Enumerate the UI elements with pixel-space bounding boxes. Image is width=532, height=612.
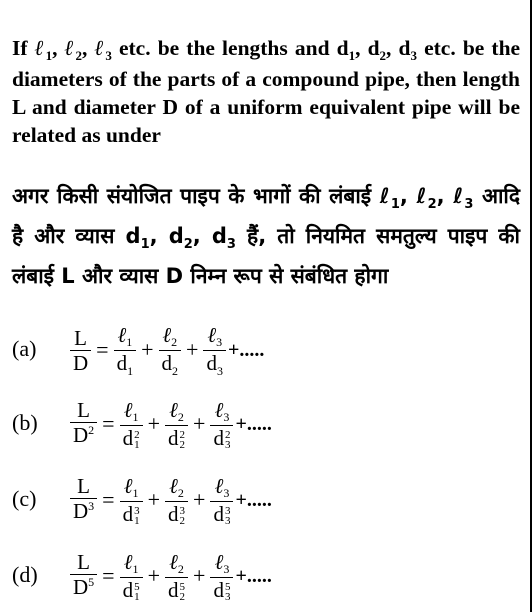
option-label: (c) <box>12 486 37 511</box>
option-a[interactable] <box>12 320 522 380</box>
question-text-english: If ℓ$_1$, ℓ$_2$, ℓ$_3$ etc. be the lengths and $d_1$, $d_2$, $d_3$ etc. be the diameters of the parts of a compound pipe, then length L and diameter D of a uniform equivalent pipe will be related as under <box>12 36 521 147</box>
fraction-denominator: d 3 1 <box>122 501 140 528</box>
fraction-denominator: d 5 1 <box>122 577 140 604</box>
fraction-numerator: ℓ1 <box>123 549 139 576</box>
equals-sign: = <box>102 563 115 588</box>
series-continuation: +..... <box>235 564 272 587</box>
fraction-numerator: ℓ2 <box>169 397 184 424</box>
fraction-denominator: d 2 3 <box>213 425 231 452</box>
fraction-numerator: L <box>74 325 87 350</box>
fraction <box>165 474 188 526</box>
fraction-denominator: $d_1$ <box>116 350 134 378</box>
series-continuation: +..... <box>227 338 265 361</box>
plus-sign: + <box>147 563 161 588</box>
fraction-numerator: ℓ3 <box>214 473 230 500</box>
plus-sign: + <box>147 411 161 436</box>
fraction <box>159 323 182 378</box>
fraction-denominator: d 5 2 <box>168 577 186 604</box>
fraction <box>165 398 188 450</box>
equals-sign: = <box>102 411 115 436</box>
fraction <box>70 326 91 375</box>
series-continuation: +..... <box>235 412 272 435</box>
plus-sign: + <box>141 337 154 362</box>
fraction-denominator: $d_3$ <box>206 350 223 378</box>
fraction-denominator: d 5 3 <box>213 577 231 604</box>
fraction <box>165 550 188 602</box>
option-c[interactable] <box>12 470 522 530</box>
option-equation <box>68 394 272 454</box>
equals-sign: = <box>102 487 115 512</box>
fraction-denominator: D <box>73 350 89 375</box>
fraction <box>120 474 143 526</box>
fraction-numerator: L <box>77 398 90 422</box>
series-continuation: +..... <box>235 488 272 511</box>
fraction <box>203 323 226 378</box>
fraction-numerator: L <box>77 550 90 574</box>
plus-sign: + <box>193 411 206 436</box>
fraction-numerator: ℓ3 <box>214 397 230 424</box>
fraction-numerator: ℓ1 <box>123 397 139 424</box>
fraction-numerator: ℓ3 <box>214 549 230 576</box>
fraction <box>210 474 233 526</box>
fraction <box>120 550 143 602</box>
question-text-hindi: अगर किसी संयोजित पाइप के भागों की लंबाई ℓ$_1$, ℓ$_2$, ℓ$_3$ आदि है और व्यास $d_1$, $d_2$, $d_3$ हैं, तो नियमित समतुल्य पाइप की लंबाई L और व्यास D निम्न रूप से संबंधित होगा <box>12 184 521 288</box>
option-label: (d) <box>12 562 38 587</box>
option-equation <box>68 546 272 606</box>
fraction-denominator: d 2 1 <box>122 425 140 452</box>
option-label: (b) <box>12 410 38 435</box>
fraction-denominator: $D^2$ <box>73 423 95 447</box>
fraction-denominator: d 2 2 <box>168 425 186 452</box>
option-equation <box>68 470 272 530</box>
option-b[interactable] <box>12 394 522 454</box>
fraction-numerator: ℓ3 <box>207 322 223 349</box>
plus-sign: + <box>193 563 206 588</box>
plus-sign: + <box>193 487 206 512</box>
fraction-denominator: d 3 3 <box>213 501 231 528</box>
fraction-denominator: $D^5$ <box>73 575 95 599</box>
fraction <box>210 398 233 450</box>
option-d[interactable] <box>12 546 522 606</box>
fraction <box>70 474 97 526</box>
fraction <box>210 550 233 602</box>
plus-sign: + <box>186 337 199 362</box>
fraction-denominator: d 3 2 <box>168 501 186 528</box>
fraction-denominator: $D^3$ <box>73 499 95 523</box>
fraction-numerator: ℓ2 <box>162 322 178 349</box>
fraction <box>70 398 97 450</box>
equals-sign: = <box>96 337 109 362</box>
fraction <box>114 323 137 378</box>
fraction-numerator: ℓ2 <box>169 473 184 500</box>
option-label: (a) <box>12 336 37 361</box>
fraction-numerator: ℓ1 <box>117 322 133 349</box>
fraction-numerator: ℓ1 <box>123 473 139 500</box>
fraction <box>120 398 143 450</box>
fraction-denominator: $d_2$ <box>161 350 179 378</box>
plus-sign: + <box>147 487 161 512</box>
fraction-numerator: ℓ2 <box>169 549 184 576</box>
fraction-numerator: L <box>77 474 90 498</box>
option-equation <box>68 320 264 380</box>
fraction <box>70 550 97 602</box>
